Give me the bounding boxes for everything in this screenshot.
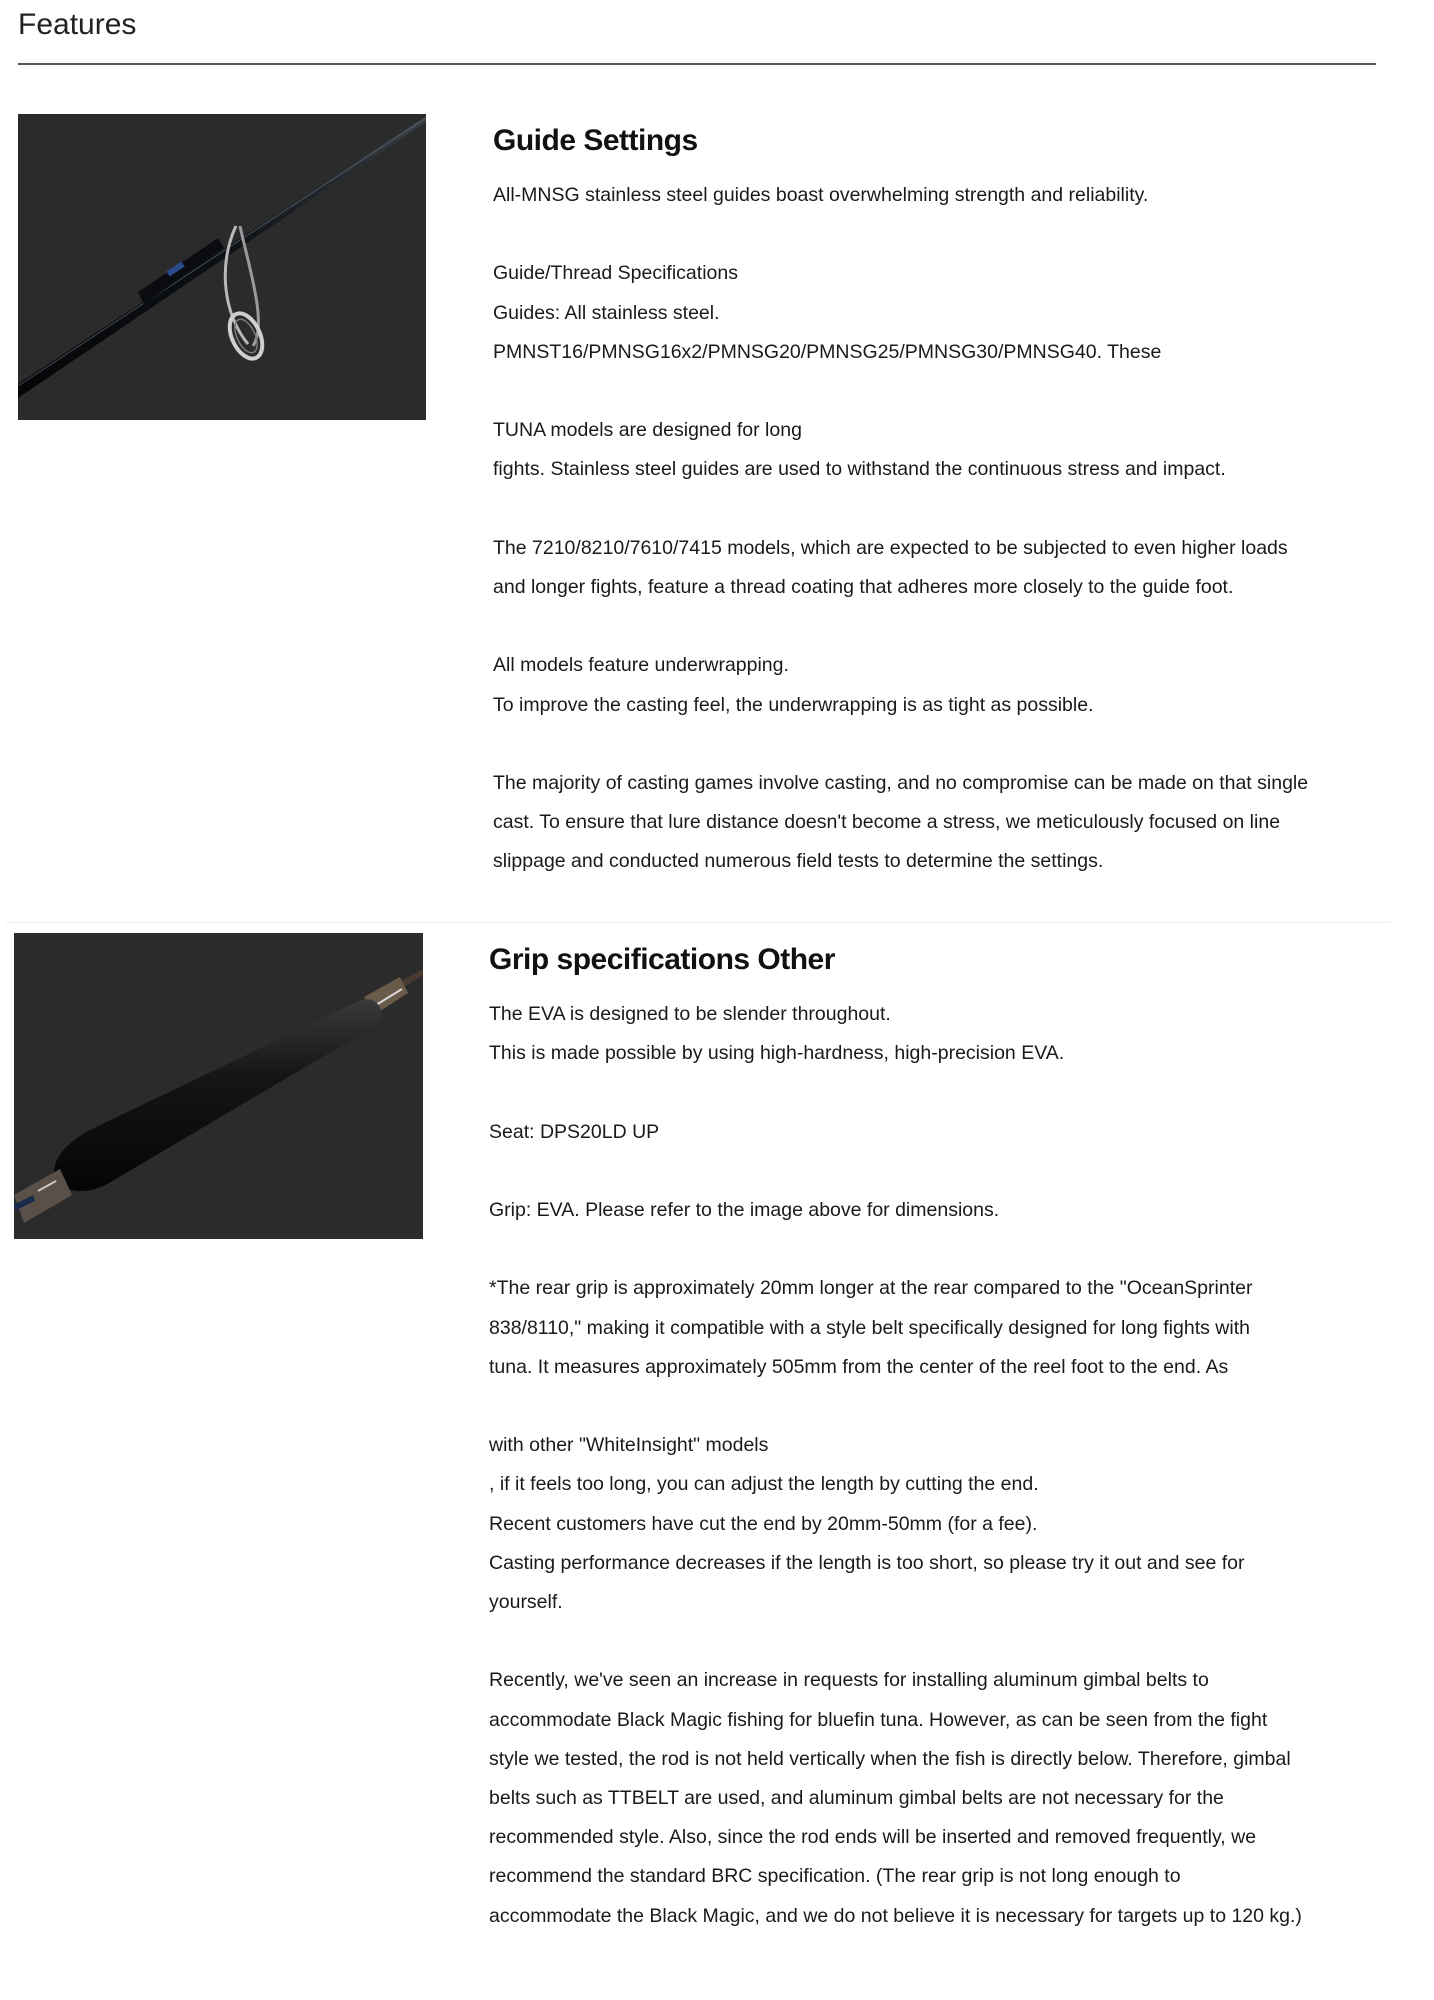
text-line: PMNST16/PMNSG16x2/PMNSG20/PMNSG25/PMNSG30/PMNSG40. These bbox=[493, 340, 1162, 363]
text-line: *The rear grip is approximately 20mm longer at the rear compared to the "OceanSprinter bbox=[489, 1277, 1253, 1300]
text-line: Guides: All stainless steel. bbox=[493, 301, 720, 324]
text-line: Grip: EVA. Please refer to the image above for dimensions. bbox=[489, 1198, 1000, 1221]
paragraph bbox=[489, 1661, 1383, 1935]
text-line: The majority of casting games involve casting, and no compromise can be made on that single bbox=[493, 771, 1309, 794]
paragraph bbox=[489, 995, 1383, 1073]
section-heading: Guide Settings bbox=[493, 124, 698, 157]
paragraph bbox=[489, 1269, 1383, 1387]
text-line: To improve the casting feel, the underwrapping is as tight as possible. bbox=[493, 693, 1094, 716]
text-line: Seat: DPS20LD UP bbox=[489, 1120, 660, 1143]
text-line: style we tested, the rod is not held vertically when the fish is directly below. Therefore, gimbal bbox=[489, 1747, 1291, 1770]
paragraph bbox=[493, 411, 1383, 489]
text-line: tuna. It measures approximately 505mm from the center of the reel foot to the end. As bbox=[489, 1355, 1229, 1378]
text-line: slippage and conducted numerous field tests to determine the settings. bbox=[493, 850, 1104, 873]
page-title: Features bbox=[18, 8, 137, 41]
text-line: Guide/Thread Specifications bbox=[493, 262, 738, 285]
rod-grip-photo bbox=[14, 933, 423, 1239]
text-line: yourself. bbox=[489, 1590, 563, 1613]
section-divider bbox=[5, 922, 1390, 923]
text-line: accommodate Black Magic fishing for bluefin tuna. However, as can be seen from the fight bbox=[489, 1708, 1268, 1731]
text-line: , if it feels too long, you can adjust the length by cutting the end. bbox=[489, 1473, 1039, 1496]
text-line: The EVA is designed to be slender throughout. bbox=[489, 1003, 891, 1025]
paragraph bbox=[489, 1191, 1383, 1230]
paragraph bbox=[493, 254, 1383, 372]
text-line: All-MNSG stainless steel guides boast overwhelming strength and reliability. bbox=[493, 184, 1149, 206]
text-line: recommended style. Also, since the rod ends will be inserted and removed frequently, we bbox=[489, 1826, 1257, 1849]
section-heading: Grip specifications Other bbox=[489, 943, 835, 976]
text-line: cast. To ensure that lure distance doesn't become a stress, we meticulously focused on line bbox=[493, 811, 1281, 834]
paragraph bbox=[493, 529, 1383, 607]
text-line: recommend the standard BRC specification. (The rear grip is not long enough to bbox=[489, 1865, 1181, 1888]
text-line: belts such as TTBELT are used, and aluminum gimbal belts are not necessary for the bbox=[489, 1786, 1224, 1809]
text-line: fights. Stainless steel guides are used to withstand the continuous stress and impact. bbox=[493, 458, 1226, 481]
paragraph bbox=[493, 764, 1383, 882]
grip-specifications-section bbox=[489, 935, 1383, 1936]
paragraph bbox=[489, 1426, 1383, 1622]
text-line: with other "WhiteInsight" models bbox=[489, 1434, 769, 1457]
text-line: The 7210/8210/7610/7415 models, which are expected to be subjected to even higher loads bbox=[493, 536, 1288, 559]
text-line: accommodate the Black Magic, and we do not believe it is necessary for targets up to 120 kg.) bbox=[489, 1904, 1302, 1927]
title-divider bbox=[18, 63, 1376, 65]
paragraph bbox=[489, 1113, 1383, 1152]
text-line: Recent customers have cut the end by 20mm-50mm (for a fee). bbox=[489, 1512, 1038, 1535]
text-line: 838/8110," making it compatible with a style belt specifically designed for long fights with bbox=[489, 1316, 1250, 1339]
text-line: Recently, we've seen an increase in requests for installing aluminum gimbal belts to bbox=[489, 1669, 1209, 1692]
text-line: Casting performance decreases if the length is too short, so please try it out and see for bbox=[489, 1551, 1245, 1574]
text-line: and longer fights, feature a thread coating that adheres more closely to the guide foot. bbox=[493, 575, 1234, 598]
text-line: This is made possible by using high-hardness, high-precision EVA. bbox=[489, 1042, 1065, 1065]
guide-settings-section bbox=[493, 116, 1383, 882]
text-line: All models feature underwrapping. bbox=[493, 654, 789, 677]
paragraph bbox=[493, 176, 1383, 215]
rod-guide-photo bbox=[18, 114, 426, 420]
paragraph bbox=[493, 646, 1383, 724]
text-line: TUNA models are designed for long bbox=[493, 419, 802, 442]
